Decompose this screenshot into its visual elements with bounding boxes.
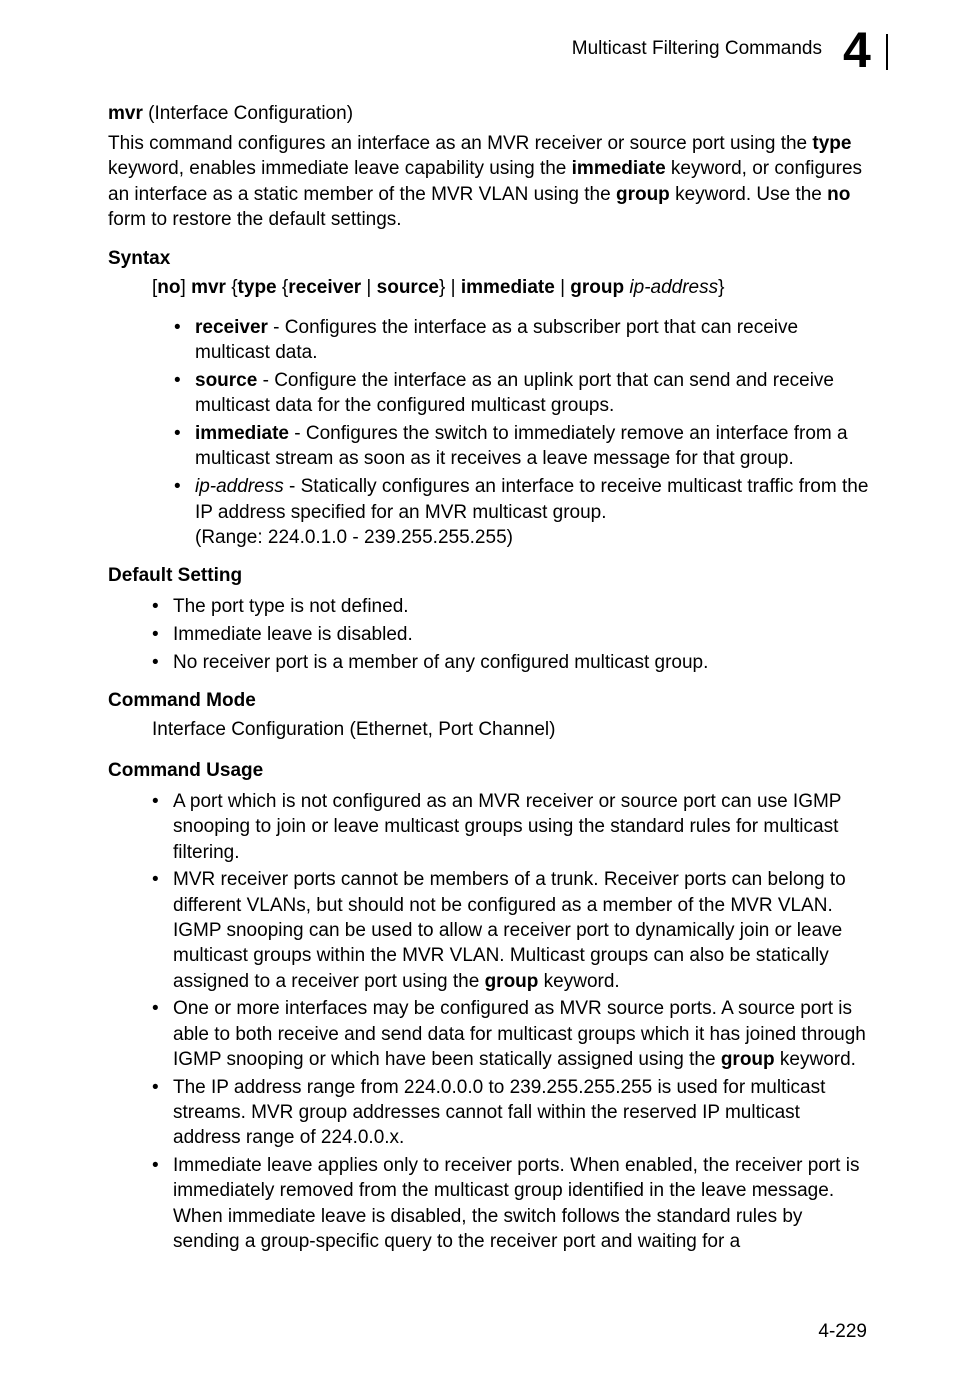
intro-keyword: group: [615, 183, 670, 205]
syntax-token: |: [361, 277, 377, 298]
syntax-keyword: receiver: [288, 277, 362, 298]
syntax-token: [: [152, 277, 158, 298]
list-item: • No receiver port is a member of any configured multicast group.: [173, 650, 873, 675]
parameter-description: - Configures the interface as a subscriber port that can receive multicast data.: [195, 317, 799, 364]
parameter-list: [195, 315, 875, 553]
intro-keyword: type: [812, 133, 852, 154]
list-item: • Immediate leave applies only to receiver ports. When enabled, the receiver port is immediately removed from the multicast group identified in the leave message. When immediate leave is disabled, the switch follows the standard rules by sending a group-specific query to the receiver port and waiting for a: [173, 1153, 868, 1254]
syntax-keyword: immediate: [460, 277, 555, 298]
command-description: [108, 131, 868, 232]
syntax-keyword: group: [570, 277, 625, 298]
syntax-keyword: type: [237, 277, 277, 298]
command-usage-list: [173, 789, 868, 1257]
list-item: [195, 474, 875, 550]
syntax-token: {: [225, 277, 238, 298]
syntax-token: {: [276, 277, 289, 298]
list-item: [195, 368, 875, 419]
syntax-token: ]: [180, 277, 192, 298]
syntax-token: } |: [438, 277, 461, 298]
parameter-description: - Configure the interface as an uplink port that can send and receive multicast data for the configured multicast groups.: [195, 370, 834, 417]
parameter-description: - Configures the switch to immediately remove an interface from a multicast stream as soon as it receives a leave message for that group.: [195, 423, 848, 470]
usage-text: One or more interfaces may be configured as MVR source ports. A source port is able to both receive and send data for multicast groups which it has joined through IGMP snooping or which have been statically assigned using the: [173, 998, 866, 1070]
syntax-argument: ip-address: [629, 277, 719, 298]
list-item: [195, 315, 875, 366]
intro-keyword: immediate: [571, 158, 666, 180]
usage-keyword: group: [484, 970, 539, 992]
command-usage-heading: Command Usage: [108, 760, 264, 781]
syntax-token: }: [718, 277, 725, 298]
syntax-keyword: source: [376, 277, 439, 298]
page-number: 4-229: [818, 1321, 867, 1342]
running-header-title: Multicast Filtering Commands: [571, 38, 822, 59]
chapter-divider: [886, 34, 888, 70]
list-item: [173, 867, 868, 993]
usage-text: MVR receiver ports cannot be members of a trunk. Receiver ports can belong to different VLANs, but should not be configured as a member of the MVR VLAN. IGMP snooping can be used to allow a receiver port to dynamically join or leave multicast groups within the MVR VLAN. Multicast groups can also be statically assigned to a receiver port using the: [173, 869, 846, 992]
syntax-heading: Syntax: [108, 248, 171, 269]
command-mode-heading: Command Mode: [108, 690, 256, 711]
list-item: [173, 996, 868, 1072]
command-mode-text: Interface Configuration (Ethernet, Port Channel): [152, 719, 556, 740]
default-setting-heading: Default Setting: [108, 565, 243, 586]
parameter-name: immediate: [195, 423, 289, 445]
command-context: (Interface Configuration): [148, 103, 354, 124]
parameter-name: source: [195, 370, 258, 392]
intro-text: This command configures an interface as an MVR receiver or source port using the: [108, 133, 813, 154]
intro-text: form to restore the default settings.: [108, 208, 402, 230]
parameter-description: - Statically configures an interface to receive multicast traffic from the IP address specified for an MVR multicast group.: [195, 476, 869, 523]
list-item: • Immediate leave is disabled.: [173, 622, 873, 647]
syntax-line: [152, 277, 724, 299]
syntax-keyword: no: [157, 277, 181, 298]
intro-text: keyword. Use the: [669, 183, 828, 205]
parameter-name: ip-address: [195, 476, 284, 498]
default-setting-list: [173, 594, 873, 677]
usage-text: keyword.: [538, 970, 620, 992]
parameter-name: receiver: [195, 317, 268, 338]
usage-text: keyword.: [774, 1048, 856, 1070]
list-item: • The IP address range from 224.0.0.0 to 239.255.255.255 is used for multicast streams. MVR group addresses cannot fall within the reserved IP multicast address range of 224.0.0.x.: [173, 1075, 868, 1151]
syntax-token: |: [554, 277, 571, 298]
syntax-keyword: mvr: [191, 277, 226, 298]
intro-keyword: no: [827, 183, 851, 205]
command-name: mvr: [108, 103, 143, 124]
intro-text: keyword, or configures an interface as a static member of the MVR VLAN using the: [108, 158, 863, 205]
chapter-number: 4: [843, 22, 871, 78]
list-item: • A port which is not configured as an MVR receiver or source port can use IGMP snooping to join or leave multicast groups using the standard rules for multicast filtering.: [173, 789, 868, 865]
command-title: [108, 103, 353, 125]
list-item: • The port type is not defined.: [173, 594, 873, 619]
intro-text: keyword, enables immediate leave capability using the: [108, 158, 572, 180]
list-item: [195, 421, 875, 472]
usage-keyword: group: [720, 1048, 775, 1070]
parameter-range: (Range: 224.0.1.0 - 239.255.255.255): [195, 526, 513, 548]
